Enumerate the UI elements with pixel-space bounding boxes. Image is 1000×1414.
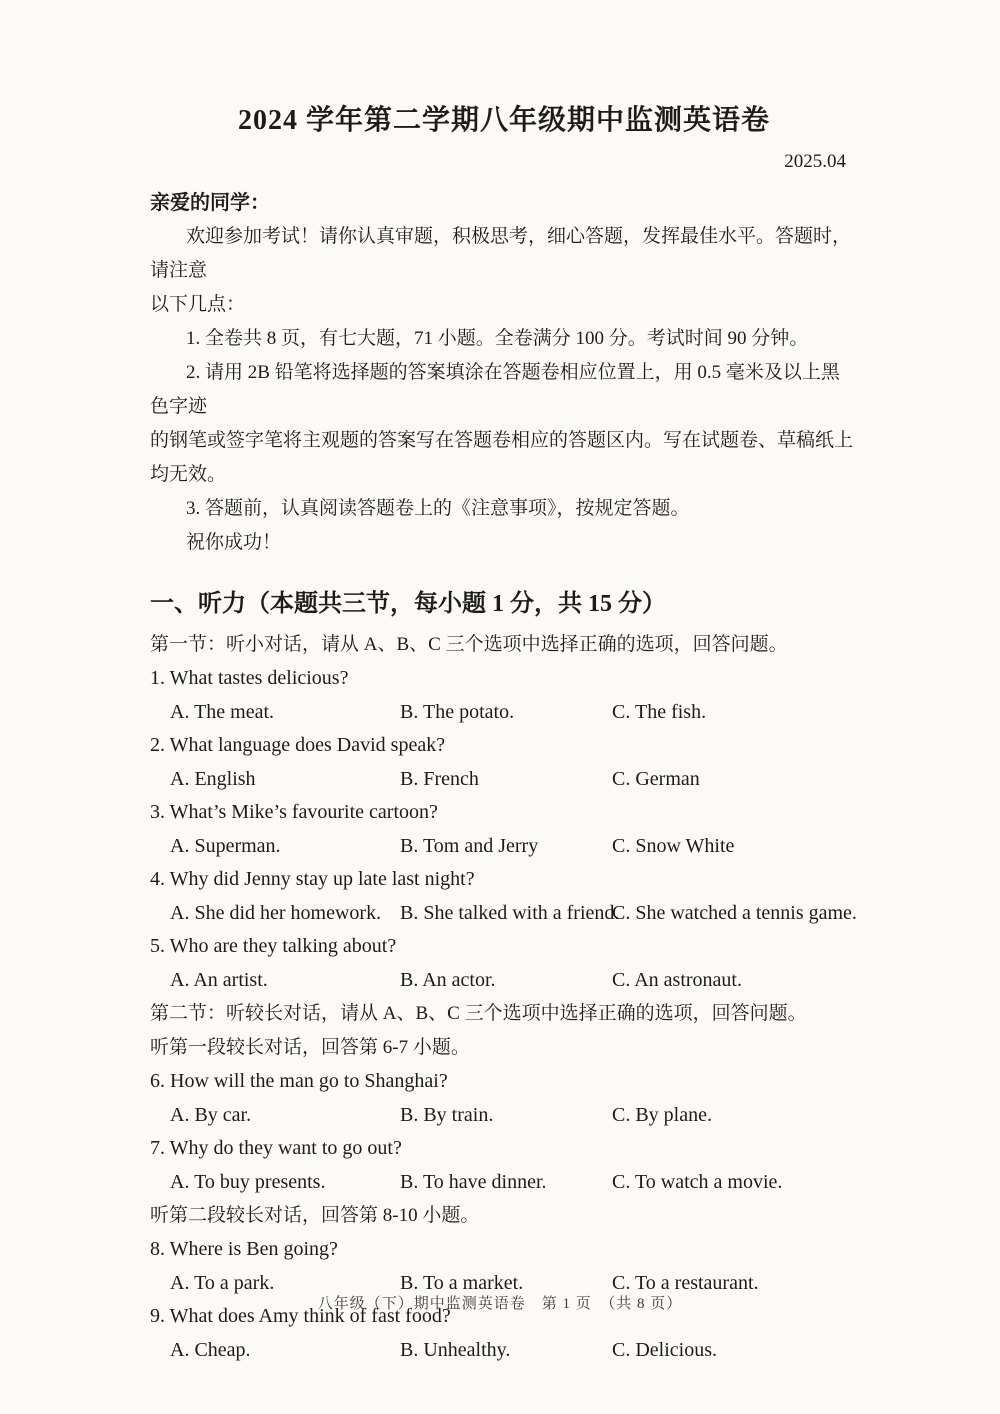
listening-section-heading: 一、听力（本题共三节，每小题 1 分，共 15 分） (150, 591, 666, 617)
option-b: B. By train. (400, 1103, 494, 1126)
question-6 (150, 1065, 858, 1132)
question-text: 2. What language does David speak? (150, 734, 446, 756)
option-b: B. To a market. (400, 1271, 524, 1294)
question-options (150, 763, 858, 797)
option-b: B. Tom and Jerry (400, 834, 539, 857)
dialog1-note: 听第一段较长对话，回答第 6-7 小题。 (150, 1037, 470, 1058)
question-text: 8. Where is Ben going? (150, 1238, 338, 1260)
option-b: B. Unhealthy. (400, 1338, 511, 1361)
exam-date: 2025.04 (784, 151, 846, 172)
salutation: 亲爱的同学： (150, 192, 270, 214)
option-a: A. She did her homework. (170, 901, 382, 924)
question-8 (150, 1233, 858, 1300)
question-text: 6. How will the man go to Shanghai? (150, 1070, 448, 1092)
option-b: B. The potato. (400, 700, 515, 723)
question-text: 3. What’s Mike’s favourite cartoon? (150, 801, 438, 823)
option-c: C. An astronaut. (612, 968, 742, 991)
question-options (150, 1334, 858, 1368)
question-options (150, 696, 858, 730)
option-a: A. To a park. (170, 1271, 275, 1294)
option-c: C. The fish. (612, 700, 707, 723)
option-a: A. The meat. (170, 700, 275, 723)
option-a: A. Cheap. (170, 1338, 251, 1361)
question-options (150, 1166, 858, 1200)
question-text: 4. Why did Jenny stay up late last night? (150, 868, 475, 890)
question-2 (150, 729, 858, 796)
dialog2-note: 听第二段较长对话，回答第 8-10 小题。 (150, 1205, 480, 1226)
option-c: C. To watch a movie. (612, 1170, 783, 1193)
option-c: C. To a restaurant. (612, 1271, 759, 1294)
notice-item-1: 1. 全卷共 8 页，有七大题，71 小题。全卷满分 100 分。考试时间 90 分钟。 (186, 328, 809, 349)
option-a: A. Superman. (170, 834, 281, 857)
question-text: 7. Why do they want to go out? (150, 1137, 402, 1159)
option-b: B. To have dinner. (400, 1170, 547, 1193)
question-text: 5. Who are they talking about? (150, 935, 397, 957)
page-title: 2024 学年第二学期八年级期中监测英语卷 (237, 105, 770, 136)
option-c: C. By plane. (612, 1103, 712, 1126)
question-options (150, 830, 858, 864)
page-content (150, 100, 858, 1367)
notice-intro-line2: 以下几点： (150, 294, 246, 315)
option-c: C. Delicious. (612, 1338, 717, 1361)
question-5 (150, 930, 858, 997)
option-a: A. English (170, 767, 256, 790)
notice-intro-line1: 欢迎参加考试！请你认真审题，积极思考，细心答题，发挥最佳水平。答题时，请注意 (150, 226, 852, 281)
option-c: C. She watched a tennis game. (612, 901, 857, 924)
question-text: 9. What does Amy think of fast food? (150, 1305, 451, 1327)
option-a: A. By car. (170, 1103, 252, 1126)
listening-part1-intro: 第一节：听小对话，请从 A、B、C 三个选项中选择正确的选项，回答问题。 (150, 634, 788, 655)
notice-item-3: 3. 答题前，认真阅读答题卷上的《注意事项》，按规定答题。 (186, 498, 690, 519)
option-c: C. Snow White (612, 834, 735, 857)
question-options (150, 1099, 858, 1133)
question-4 (150, 863, 858, 930)
question-1 (150, 662, 858, 729)
notice-wish: 祝你成功！ (186, 532, 282, 553)
option-a: A. To buy presents. (170, 1170, 326, 1193)
option-c: C. German (612, 767, 700, 790)
question-options (150, 897, 858, 931)
question-3 (150, 796, 858, 863)
listening-part2-intro: 第二节：听较长对话，请从 A、B、C 三个选项中选择正确的选项，回答问题。 (150, 1003, 807, 1024)
option-b: B. She talked with a friend. (400, 901, 620, 924)
question-7 (150, 1132, 858, 1199)
option-b: B. French (400, 767, 479, 790)
notice-item-2-line2: 的钢笔或签字笔将主观题的答案写在答题卷相应的答题区内。写在试题卷、草稿纸上均无效。 (150, 430, 854, 485)
question-text: 1. What tastes delicious? (150, 667, 349, 689)
option-a: A. An artist. (170, 968, 268, 991)
notice-item-2-line1: 2. 请用 2B 铅笔将选择题的答案填涂在答题卷相应位置上，用 0.5 毫米及以上黑色字迹 (150, 362, 840, 417)
question-options (150, 964, 858, 998)
page-footer: 八年级（下）期中监测英语卷 第 1 页 （共 8 页） (317, 1296, 683, 1312)
option-b: B. An actor. (400, 968, 496, 991)
